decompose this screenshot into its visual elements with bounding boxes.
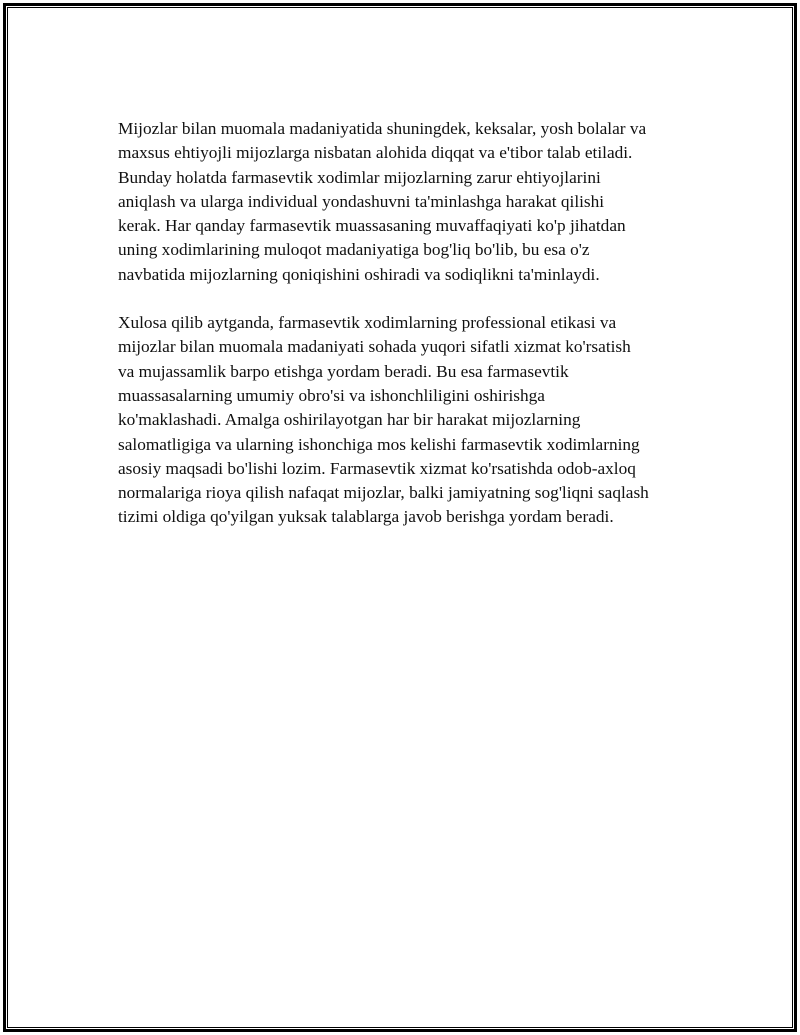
paragraph-1 xyxy=(118,117,698,287)
text-line: kerak. Har qanday farmasevtik muassasaning muvaffaqiyati ko'p jihatdan xyxy=(118,216,626,236)
text-line: Xulosa qilib aytganda, farmasevtik xodimlarning professional etikasi va xyxy=(118,313,617,333)
text-line: ko'maklashadi. Amalga oshirilayotgan har bir harakat mijozlarning xyxy=(118,410,581,430)
text-line: normalariga rioya qilish nafaqat mijozlar, balki jamiyatning sog'liqni saqlash xyxy=(118,483,649,503)
text-line: salomatligiga va ularning ishonchiga mos kelishi farmasevtik xodimlarning xyxy=(118,434,640,454)
text-line: muassasalarning umumiy obro'si va ishonchliligini oshirishga xyxy=(118,385,545,405)
text-line: Bunday holatda farmasevtik xodimlar mijozlarning zarur ehtiyojlarini xyxy=(118,167,601,187)
document-body xyxy=(118,117,698,554)
text-line: va mujassamlik barpo etishga yordam beradi. Bu esa farmasevtik xyxy=(118,361,569,381)
text-line: asosiy maqsadi bo'lishi lozim. Farmasevtik xizmat ko'rsatishda odob-axloq xyxy=(118,458,636,478)
text-line: navbatida mijozlarning qoniqishini oshiradi va sodiqlikni ta'minlaydi. xyxy=(118,264,600,284)
text-line: aniqlash va ularga individual yondashuvni ta'minlashga harakat qilishi xyxy=(118,191,605,211)
text-line: maxsus ehtiyojli mijozlarga nisbatan alohida diqqat va e'tibor talab etiladi. xyxy=(118,143,633,163)
text-line: Mijozlar bilan muomala madaniyatida shuningdek, keksalar, yosh bolalar va xyxy=(118,119,647,138)
paragraph-2 xyxy=(118,311,698,530)
text-line: mijozlar bilan muomala madaniyati sohada yuqori sifatli xizmat ko'rsatish xyxy=(118,337,631,357)
text-line: uning xodimlarining muloqot madaniyatiga bog'liq bo'lib, bu esa o'z xyxy=(118,240,590,260)
text-line: tizimi oldiga qo'yilgan yuksak talablarga javob berishga yordam beradi. xyxy=(118,507,614,527)
